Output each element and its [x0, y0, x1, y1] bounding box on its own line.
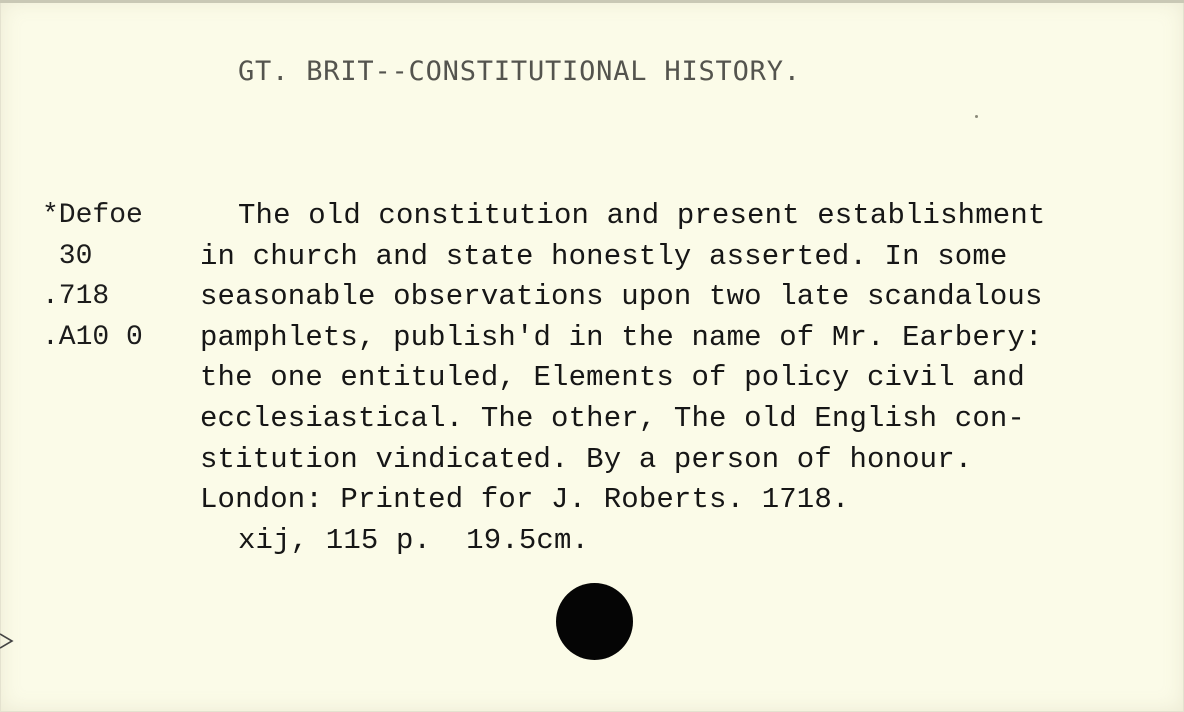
- subject-heading: GT. BRIT--CONSTITUTIONAL HISTORY.: [238, 56, 801, 87]
- entry-line: seasonable observations upon two late scandalous: [200, 280, 1043, 314]
- call-number-line: *Defoe: [42, 200, 143, 231]
- call-number-line: 30: [42, 240, 93, 272]
- edge-arrow-mark: [0, 631, 18, 651]
- punch-hole: [556, 583, 633, 660]
- collation-line: xij, 115 p. 19.5cm.: [238, 523, 590, 557]
- bibliographic-entry: [200, 196, 1045, 561]
- entry-line: London: Printed for J. Roberts. 1718.: [200, 483, 850, 517]
- entry-line: in church and state honestly asserted. In some: [200, 239, 1008, 273]
- entry-line: The old constitution and present establishment: [238, 199, 1046, 232]
- call-number-line: .A10 0: [42, 321, 143, 353]
- entry-line: pamphlets, publish'd in the name of Mr. Earbery:: [200, 320, 1043, 354]
- call-number: [42, 196, 143, 358]
- entry-line: the one entituled, Elements of policy civil and: [200, 361, 1025, 395]
- card-speck: [975, 115, 978, 118]
- call-number-line: .718: [42, 281, 110, 312]
- card-top-edge: [0, 0, 1184, 3]
- entry-line: ecclesiastical. The other, The old English con-: [200, 401, 1025, 435]
- entry-line: stitution vindicated. By a person of honour.: [200, 442, 973, 476]
